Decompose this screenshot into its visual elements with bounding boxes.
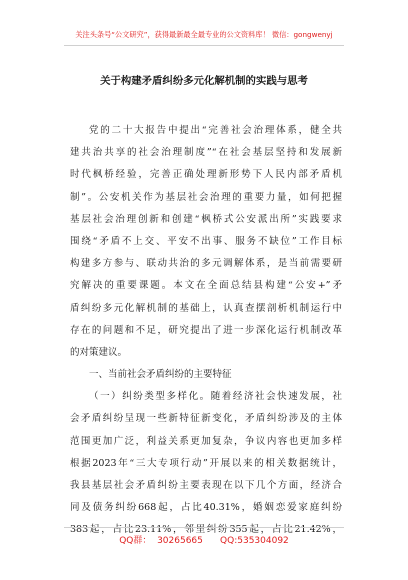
body-line: 盾纠纷多元化解机制的基础上，认真查摆剖析机制运行中 [70, 302, 342, 314]
header-divider [64, 45, 344, 46]
body-line: 时代枫桥经验，完善正确处理新形势下人民内部矛盾机 [70, 169, 342, 181]
body-line: 根据2023年“三大专项行动”开展以来的相关数据统计， [70, 457, 342, 469]
body-line: 制”。公安机关作为基层社会治理的重要力量，如何把握 [70, 191, 342, 203]
header-notice: 关注头条号“公文研究”，获得最新最全最专业的公文资料库！ 微信：gongwenyj [75, 30, 333, 39]
body-line: 我县基层社会矛盾纠纷主要表现在以下几个方面，经济合 [70, 480, 342, 491]
footer-divider [64, 527, 344, 528]
body-line: 同及债务纠纷668起，占比40.31%，婚姻恋爱家庭纠纷 [70, 502, 342, 514]
body-line: 建共治共享的社会治理制度”“在社会基层坚持和发展新 [70, 147, 342, 159]
body-line: 存在的问题和不足，研究提出了进一步深化运行机制改革 [70, 324, 342, 336]
body-line: 构建多方参与、联动共治的多元调解体系，是当前需要研 [70, 258, 342, 270]
footer-contact: QQ群： 30265665 QQ:535304092 [119, 536, 289, 546]
body-line: 究解决的重要课题。本文在全面总结县构建“公安+”矛 [70, 280, 342, 292]
body-line: 基层社会治理创新和创建“枫桥式公安派出所”实践要求 [70, 213, 342, 225]
body-line: 会矛盾纠纷呈现一些新特征新变化，矛盾纠纷涉及的主体 [70, 413, 342, 425]
body-line: 的对策建议。 [70, 346, 128, 358]
body-line: （一）纠纷类型多样化。随着经济社会快速发展，社 [89, 391, 342, 403]
document-body [70, 120, 342, 542]
body-line: 383起，占比23.11%，邻里纠纷355起，占比21.42%， [70, 524, 342, 536]
section-heading: 一、当前社会矛盾纠纷的主要特征 [89, 369, 232, 381]
document-title: 关于构建矛盾纠纷多元化解机制的实践与思考 [100, 75, 308, 87]
body-line: 围绕“矛盾不上交、平安不出事、服务不缺位”工作目标 [70, 235, 342, 247]
body-line: 范围更加广泛，利益关系更加复杂，争议内容也更加多样 [70, 435, 342, 447]
body-line: 党的二十大报告中提出“完善社会治理体系，健全共 [89, 125, 342, 136]
